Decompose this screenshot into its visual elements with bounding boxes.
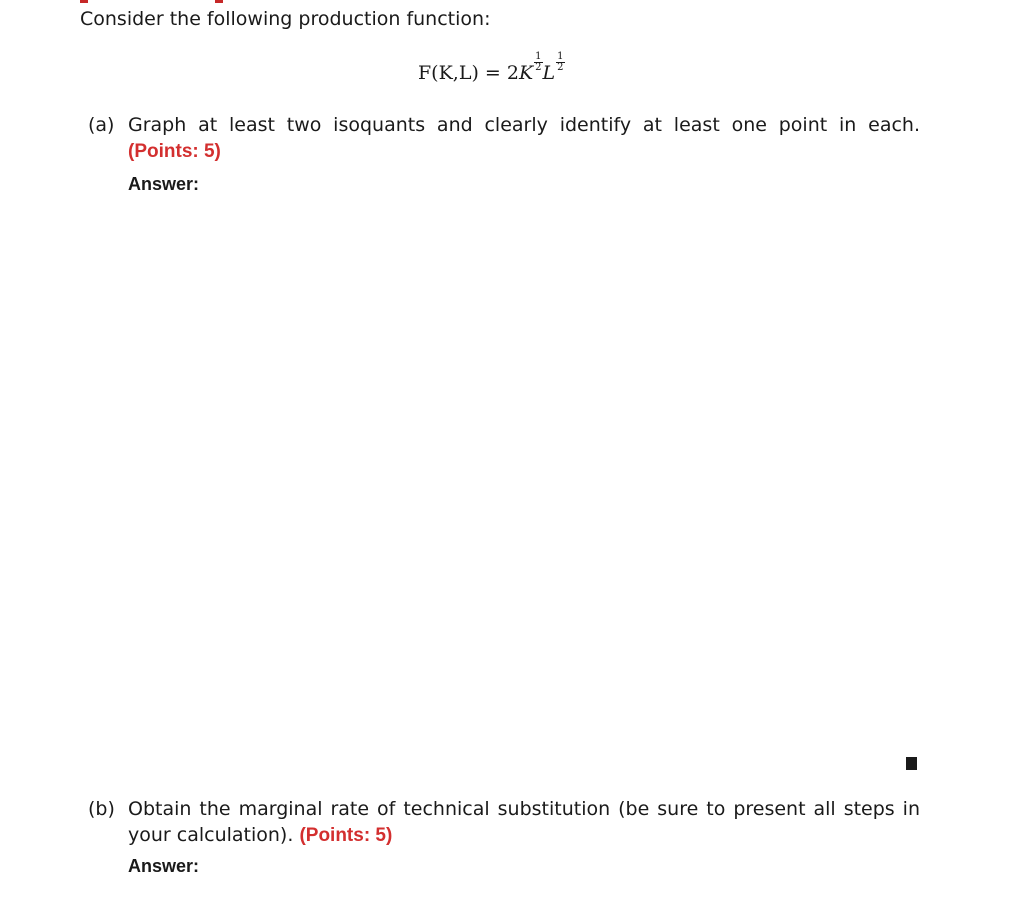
exponent-l: $\frac{1}{2}$ bbox=[557, 51, 564, 73]
cropped-mark-right bbox=[215, 0, 223, 3]
equation-k: K bbox=[518, 62, 534, 84]
part-a-points: (Points: 5) bbox=[128, 141, 221, 162]
part-a-label: (a) bbox=[88, 114, 115, 136]
equation-lhs: F(K,L) = 2 bbox=[418, 62, 519, 84]
production-function-equation bbox=[418, 52, 565, 90]
exponent-k: $\frac{1}{2}$ bbox=[535, 51, 542, 73]
end-of-proof-square bbox=[906, 757, 917, 770]
equation-l: L bbox=[542, 62, 556, 84]
part-a-answer-label: Answer: bbox=[128, 174, 200, 194]
part-a-question bbox=[128, 112, 920, 165]
part-b-label: (b) bbox=[88, 798, 115, 820]
part-b-answer-label: Answer: bbox=[128, 856, 200, 876]
part-a-text: Graph at least two isoquants and clearly identify at least one point in each. bbox=[128, 114, 920, 136]
part-b-points: (Points: 5) bbox=[299, 825, 393, 846]
part-b-question bbox=[128, 796, 920, 849]
cropped-mark-left bbox=[80, 0, 88, 3]
intro-text: Consider the following production function: bbox=[80, 8, 491, 30]
part-b-text: Obtain the marginal rate of technical substitution (be sure to present all steps in your calculation). bbox=[128, 798, 920, 846]
